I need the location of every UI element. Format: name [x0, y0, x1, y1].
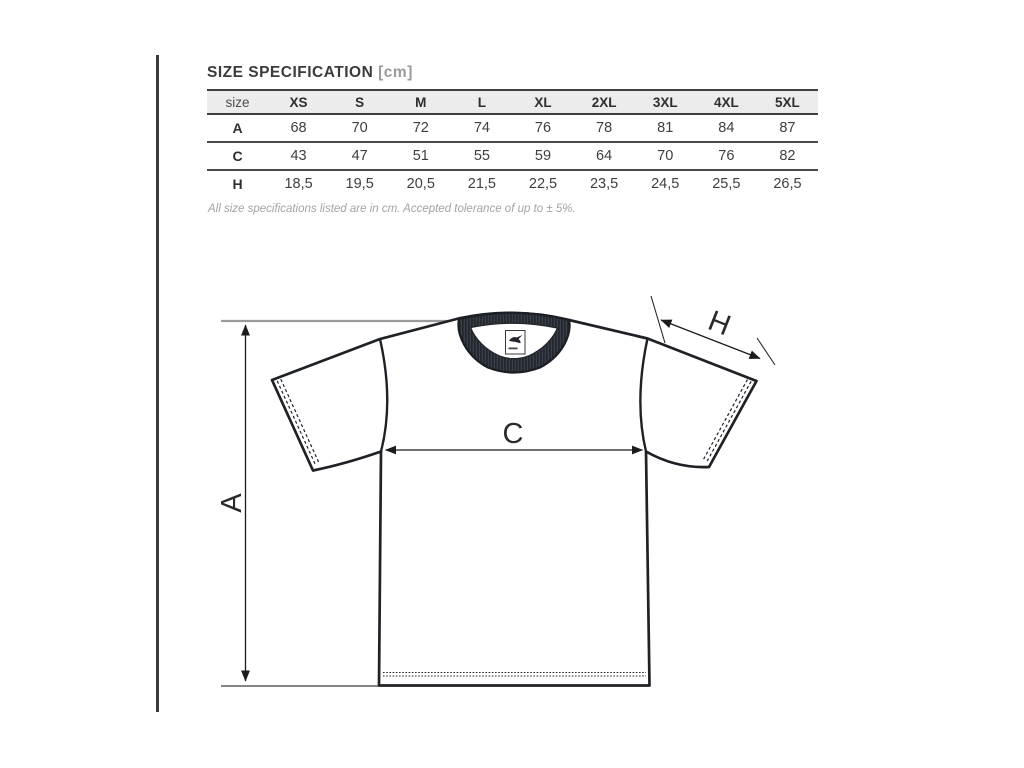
cell-h-m: 20,5: [406, 176, 435, 192]
column-header-s: S: [355, 94, 365, 110]
column-header-xs: XS: [289, 94, 308, 110]
label-text-line: [509, 348, 518, 350]
column-header-5xl: 5XL: [775, 94, 800, 110]
cell-c-4xl: 76: [718, 148, 735, 164]
page-title: [207, 63, 818, 82]
cell-h-xl: 22,5: [528, 176, 558, 192]
row-label-c: C: [232, 148, 243, 164]
cell-c-3xl: 70: [657, 148, 674, 164]
column-header-3xl: 3XL: [652, 94, 678, 110]
cell-a-3xl: 81: [657, 120, 674, 136]
page-title-text: SIZE SPECIFICATION: [207, 64, 374, 81]
cell-a-xs: 68: [290, 120, 307, 136]
h-extension-line-1: [651, 296, 665, 343]
size-specification-panel: [207, 63, 818, 215]
dimension-label-c: C: [502, 418, 524, 450]
cell-a-s: 70: [351, 120, 368, 136]
dimension-label-a: A: [216, 493, 248, 513]
cell-h-5xl: 26,5: [773, 176, 802, 192]
table-row-h: [207, 170, 818, 197]
cell-h-2xl: 23,5: [589, 176, 619, 192]
cell-c-xl: 59: [534, 148, 552, 164]
size-table: [207, 89, 818, 197]
cell-a-4xl: 84: [718, 120, 735, 136]
cell-a-5xl: 87: [779, 120, 796, 136]
table-row-a: [207, 114, 818, 142]
row-label-a: A: [232, 120, 243, 136]
cell-h-3xl: 24,5: [651, 176, 680, 192]
cell-h-s: 19,5: [345, 176, 374, 192]
dimension-label-h: H: [703, 304, 735, 343]
column-header-xl: XL: [534, 94, 552, 110]
cell-c-xs: 43: [290, 148, 307, 164]
row-label-h: H: [232, 176, 243, 192]
brand-neck-label: [506, 331, 526, 355]
cell-h-xs: 18,5: [284, 176, 313, 192]
size-table-header-row: [207, 90, 818, 114]
cell-c-s: 47: [351, 148, 368, 164]
column-header-4xl: 4XL: [713, 94, 739, 110]
tolerance-note: All size specifications listed are in cm. Accepted tolerance of up to ± 5%.: [208, 203, 576, 215]
column-header-2xl: 2XL: [591, 94, 617, 110]
cell-a-xl: 76: [534, 120, 552, 136]
cell-a-m: 72: [412, 120, 429, 136]
column-header-l: L: [477, 94, 486, 110]
cell-a-l: 74: [473, 120, 490, 136]
cell-h-4xl: 25,5: [712, 176, 741, 192]
column-header-m: M: [415, 94, 427, 110]
h-extension-line-2: [757, 338, 775, 365]
cell-a-2xl: 78: [596, 120, 613, 136]
table-row-c: [207, 142, 818, 170]
cell-c-5xl: 82: [779, 148, 796, 164]
cell-h-l: 21,5: [467, 176, 496, 192]
cell-c-2xl: 64: [596, 148, 613, 164]
column-header-size: size: [225, 94, 250, 110]
page-title-unit: [cm]: [378, 64, 413, 81]
cell-c-m: 51: [412, 148, 429, 164]
cell-c-l: 55: [473, 148, 490, 164]
